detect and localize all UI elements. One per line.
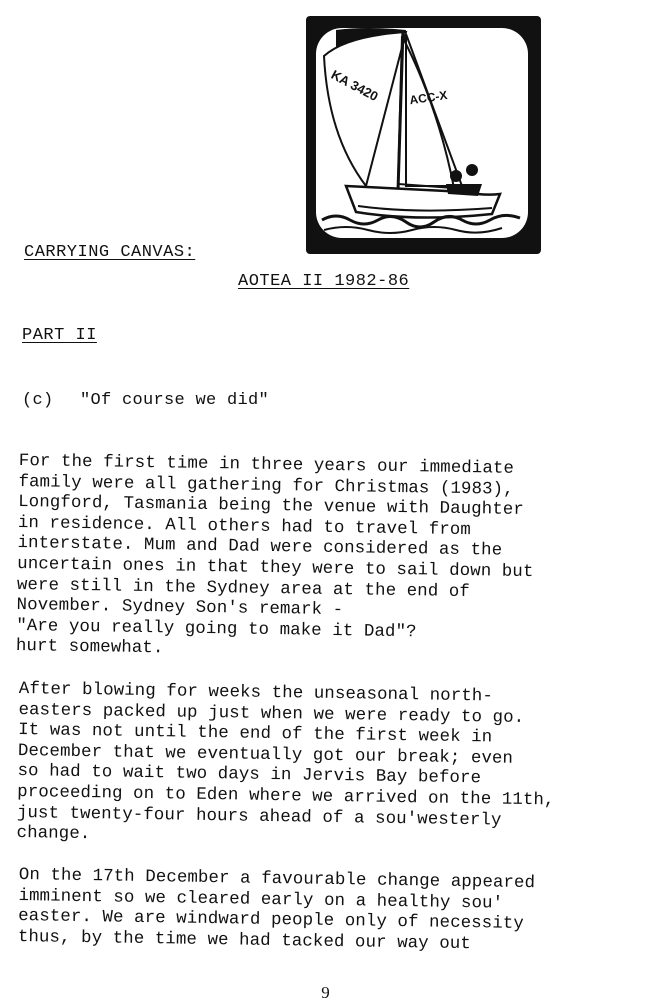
text-line: For the first time in three years our immediate bbox=[18, 452, 515, 479]
title-line-1: CARRYING CANVAS: bbox=[24, 243, 196, 262]
part-heading: PART II bbox=[22, 326, 97, 345]
text-line: just twenty-four hours ahead of a sou'westerly bbox=[16, 803, 502, 831]
text-line: uncertain ones in that they were to sail down but bbox=[17, 554, 534, 583]
sailboat-icon bbox=[306, 16, 541, 254]
text-line: in residence. All others had to travel from bbox=[17, 513, 472, 540]
text-line: After blowing for weeks the unseasonal north- bbox=[18, 680, 494, 707]
text-line: change. bbox=[16, 824, 91, 845]
mainsail-number: ACC-X bbox=[408, 88, 449, 108]
paragraph-3 bbox=[18, 866, 639, 958]
spinnaker-number: KA 3420 bbox=[328, 66, 381, 105]
section-title: "Of course we did" bbox=[80, 391, 270, 410]
text-line: interstate. Mum and Dad were considered as the bbox=[17, 534, 503, 561]
text-line: so had to wait two days in Jervis Bay before bbox=[17, 762, 482, 789]
text-line: imminent so we cleared early on a healthy sou' bbox=[18, 886, 504, 914]
title-line-2: AOTEA II 1982-86 bbox=[238, 272, 410, 291]
section-heading bbox=[22, 391, 285, 410]
text-line: December that we eventually got our break; even bbox=[17, 741, 514, 769]
text-line: It was not until the end of the first week in bbox=[18, 721, 493, 748]
text-line: Longford, Tasmania being the venue with Daughter bbox=[18, 493, 525, 521]
text-line: easters packed up just when we were ready to go. bbox=[18, 700, 525, 728]
text-line: "Are you really going to make it Dad"? bbox=[16, 616, 417, 643]
page-number: 9 bbox=[321, 983, 330, 1002]
text-line: thus, by the time we had tacked our way out bbox=[17, 927, 472, 954]
text-line: hurt somewhat. bbox=[15, 637, 164, 659]
paragraph-2 bbox=[16, 680, 639, 854]
paragraph-1 bbox=[16, 452, 639, 668]
text-line: November. Sydney Son's remark - bbox=[16, 596, 344, 621]
section-marker: (c) bbox=[22, 391, 54, 410]
text-line: family were all gathering for Christmas (1983), bbox=[18, 472, 514, 500]
text-line: easter. We are windward people only of necessity bbox=[18, 907, 525, 935]
text-line: On the 17th December a favourable change appeared bbox=[18, 866, 536, 894]
sailboat-illustration bbox=[306, 16, 541, 254]
text-line: proceeding on to Eden where we arrived on the 11th, bbox=[17, 782, 555, 811]
text-line: were still in the Sydney area at the end of bbox=[16, 575, 471, 602]
